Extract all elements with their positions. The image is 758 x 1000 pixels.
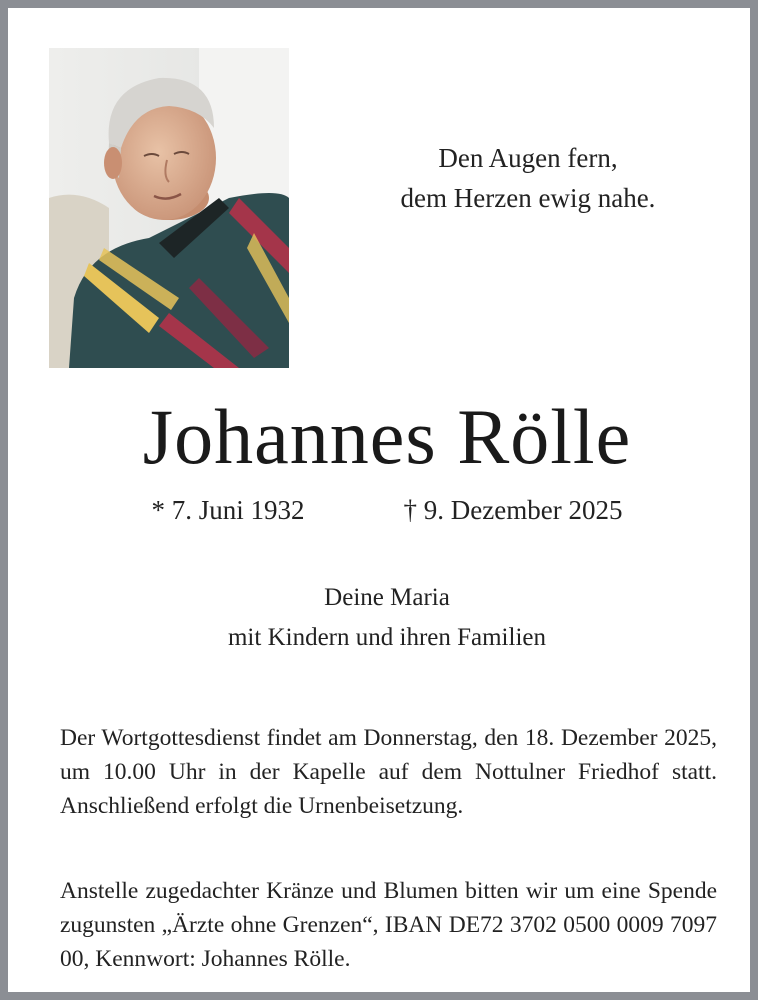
portrait-photo — [49, 48, 289, 368]
mourners — [8, 578, 758, 658]
donation-notice: Anstelle zugedachter Kränze und Blumen bitten wir um eine Spende zugunsten „Ärzte ohne Grenzen“, IBAN DE72 3702 0500 0009 7097 00, Kennwort: Johannes Rölle. — [60, 878, 717, 972]
death-date: † 9. Dezember 2025 — [403, 495, 623, 525]
service-notice: Der Wortgottesdienst findet am Donnerstag, den 18. Dezember 2025, um 10.00 Uhr in der Kapelle auf dem Nottulner Friedhof statt. Anschließend erfolgt die Urnenbeisetzung. — [60, 725, 717, 819]
mourners-line-2: mit Kindern und ihren Familien — [227, 624, 546, 651]
motto — [338, 138, 718, 218]
birth-date: * 7. Juni 1932 — [151, 495, 305, 525]
mourners-line-1: Deine Maria — [324, 584, 450, 611]
motto-line-2: dem Herzen ewig nahe. — [400, 183, 656, 213]
motto-line-1: Den Augen fern, — [438, 143, 618, 173]
deceased-name: Johannes Rölle — [142, 393, 632, 480]
